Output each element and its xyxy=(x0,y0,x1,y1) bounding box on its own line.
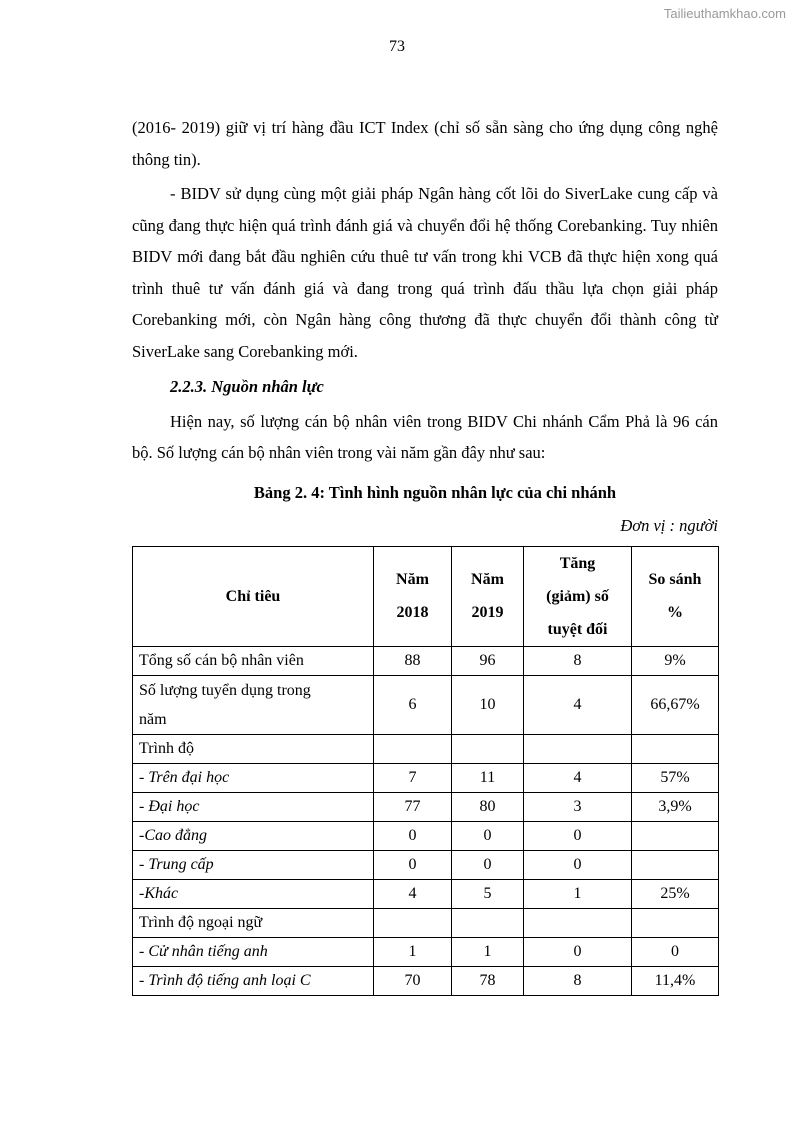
row-label: Tổng số cán bộ nhân viên xyxy=(133,646,374,675)
paragraph-ict-index: (2016- 2019) giữ vị trí hàng đầu ICT Index (chỉ số sẵn sàng cho ứng dụng công nghệ thông tin). xyxy=(132,118,718,169)
cell-diff: 0 xyxy=(524,850,632,879)
cell-diff: 3 xyxy=(524,792,632,821)
table-row xyxy=(133,646,719,675)
table-row xyxy=(133,879,719,908)
cell-pct: 57% xyxy=(632,763,719,792)
cell-2018: 70 xyxy=(374,966,452,995)
table-row xyxy=(133,734,719,763)
table-header-row xyxy=(133,546,719,646)
cell-pct: 25% xyxy=(632,879,719,908)
row-label: - Cử nhân tiếng anh xyxy=(133,937,374,966)
cell-pct: 0 xyxy=(632,937,719,966)
table-row xyxy=(133,792,719,821)
header-2018: Năm 2018 xyxy=(374,546,452,646)
cell-2019: 0 xyxy=(452,850,524,879)
row-label: - Trình độ tiếng anh loại C xyxy=(133,966,374,995)
table-row xyxy=(133,937,719,966)
cell-diff xyxy=(524,908,632,937)
cell-diff: 0 xyxy=(524,937,632,966)
table-row xyxy=(133,675,719,734)
cell-2019: 0 xyxy=(452,821,524,850)
cell-2018: 6 xyxy=(374,675,452,734)
cell-2019: 78 xyxy=(452,966,524,995)
paragraph-corebanking: - BIDV sử dụng cùng một giải pháp Ngân hàng cốt lõi do SiverLake cung cấp và cũng đang thực hiện quá trình đánh giá và chuyển đổi hệ thống Corebanking. Tuy nhiên BIDV mới đang bắt đầu nghiên cứu thuê tư vấn trong khi VCB đã thực hiện xong quá trình thuê tư vấn đánh giá và đang trong quá trình đấu thầu lựa chọn giải pháp Corebanking mới, còn Ngân hàng công thương đã thực chuyển đổi thành công từ SiverLake sang Corebanking mới. xyxy=(132,184,718,361)
cell-pct xyxy=(632,734,719,763)
header-2019: Năm 2019 xyxy=(452,546,524,646)
row-label: - Trung cấp xyxy=(133,850,374,879)
header-absolute-change: Tăng (giảm) số tuyệt đối xyxy=(524,546,632,646)
cell-diff: 4 xyxy=(524,763,632,792)
cell-2018: 1 xyxy=(374,937,452,966)
table-row xyxy=(133,966,719,995)
table-unit: Đơn vị : người xyxy=(620,516,718,535)
cell-2019: 96 xyxy=(452,646,524,675)
cell-2018: 0 xyxy=(374,821,452,850)
cell-pct xyxy=(632,850,719,879)
cell-2018: 88 xyxy=(374,646,452,675)
cell-2019: 11 xyxy=(452,763,524,792)
staff-table xyxy=(132,546,719,996)
row-label: Trình độ ngoại ngữ xyxy=(133,908,374,937)
cell-pct: 66,67% xyxy=(632,675,719,734)
cell-2018: 4 xyxy=(374,879,452,908)
cell-2018: 7 xyxy=(374,763,452,792)
cell-pct xyxy=(632,908,719,937)
table-caption: Bảng 2. 4: Tình hình nguồn nhân lực của chi nhánh xyxy=(253,482,617,502)
cell-2018: 77 xyxy=(374,792,452,821)
table-row xyxy=(133,821,719,850)
cell-2018 xyxy=(374,734,452,763)
table-row xyxy=(133,763,719,792)
section-heading: 2.2.3. Nguồn nhân lực xyxy=(170,377,324,396)
cell-pct: 3,9% xyxy=(632,792,719,821)
row-label: -Cao đẳng xyxy=(133,821,374,850)
row-label: -Khác xyxy=(133,879,374,908)
table-row xyxy=(133,908,719,937)
header-criteria: Chỉ tiêu xyxy=(133,546,374,646)
cell-pct: 9% xyxy=(632,646,719,675)
watermark: Tailieuthamkhao.com xyxy=(663,6,786,21)
row-label: Trình độ xyxy=(133,734,374,763)
cell-2019 xyxy=(452,734,524,763)
cell-diff: 1 xyxy=(524,879,632,908)
cell-2019 xyxy=(452,908,524,937)
row-label: Số lượng tuyển dụng trong năm xyxy=(133,675,374,734)
cell-2019: 10 xyxy=(452,675,524,734)
cell-diff xyxy=(524,734,632,763)
cell-2018: 0 xyxy=(374,850,452,879)
cell-diff: 8 xyxy=(524,646,632,675)
cell-diff: 8 xyxy=(524,966,632,995)
page-number: 73 xyxy=(389,38,405,55)
paragraph-staff-count: Hiện nay, số lượng cán bộ nhân viên trong BIDV Chi nhánh Cẩm Phả là 96 cán bộ. Số lượng cán bộ nhân viên trong vài năm gần đây như sau: xyxy=(132,411,718,462)
cell-diff: 4 xyxy=(524,675,632,734)
cell-pct: 11,4% xyxy=(632,966,719,995)
cell-diff: 0 xyxy=(524,821,632,850)
header-percent: So sánh % xyxy=(632,546,719,646)
row-label: - Trên đại học xyxy=(133,763,374,792)
cell-2019: 5 xyxy=(452,879,524,908)
document-body xyxy=(132,112,718,996)
cell-pct xyxy=(632,821,719,850)
cell-2019: 1 xyxy=(452,937,524,966)
table-row xyxy=(133,850,719,879)
row-label: - Đại học xyxy=(133,792,374,821)
cell-2019: 80 xyxy=(452,792,524,821)
cell-2018 xyxy=(374,908,452,937)
